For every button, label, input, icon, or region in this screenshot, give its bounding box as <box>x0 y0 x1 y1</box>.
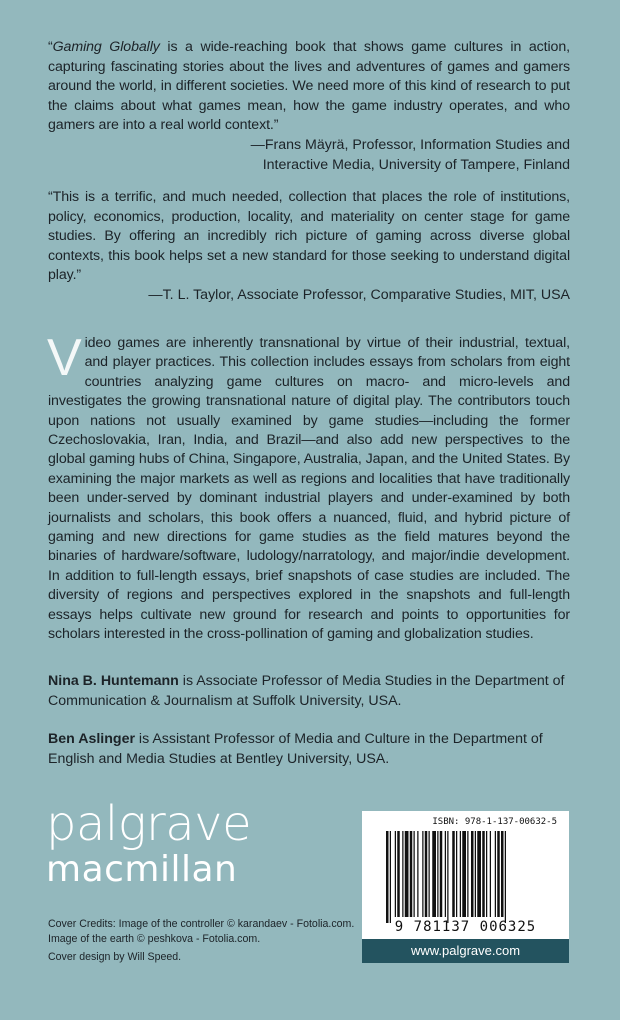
barcode-bar <box>405 831 409 917</box>
logo-palgrave: palgrave <box>46 796 252 852</box>
praise-quote-2 <box>48 188 570 306</box>
credit-line-3: Cover design by Will Speed. <box>48 951 182 964</box>
barcode-bar <box>452 831 455 917</box>
barcode-bar <box>471 831 474 917</box>
barcode-bar <box>497 831 500 917</box>
editor-bio-text: is Associate Professor of Media Studies in the Department of Communication & Journalism at Suffolk University, USA. <box>48 673 565 709</box>
barcode-bar <box>425 831 428 917</box>
barcode-bar <box>482 831 485 917</box>
barcode-bar <box>501 831 504 917</box>
barcode-number: 9 781137 006325 <box>394 919 537 935</box>
barcode-bar <box>386 831 389 923</box>
barcode-bar <box>397 831 400 917</box>
barcode-bar <box>456 831 457 917</box>
credit-line-2: Image of the earth © peshkova - Fotolia.com. <box>48 932 261 945</box>
editor-bio-2 <box>48 730 570 769</box>
description-text: Video games are inherently transnational by virtue of their industrial, textual, and player practices. This collection includes essays from scholars from eight countries analyzing game cultures on macro- and micro-levels and investigates the growing transnational nature of digital play. The contributors touch upon nations not usually examined by game studies—including the former Czechoslovakia, Iran, India, and Brazil—and also add new perspectives to the global gaming hubs of China, Singapore, Australia, Japan, and the United States. By examining the major markets as well as regions and localities that have traditionally been under-served by dominant industrial players and under-examined by both journalists and scholars, this book offers a nuanced, fluid, and hybrid picture of gaming and new directions for game studies as the field matures beyond the binaries of hardware/software, ludology/narratology, and major/indie development. In addition to full-length essays, brief snapshots of case studies are included. The diversity of regions and perspectives explored in the snapshots and full-length essays helps cultivate new ground for research and points to opportunities for scholars interested in the cross-pollination of gaming and globalization studies. <box>47 329 570 643</box>
quote-1-attribution-line-2: Interactive Media, University of Tampere, Finland <box>262 156 570 173</box>
drop-cap: V <box>47 329 82 387</box>
publisher-url[interactable]: www.palgrave.com <box>362 939 569 963</box>
barcode-bar <box>460 831 461 917</box>
barcode-bar <box>477 831 481 917</box>
editor-name: Ben Aslinger <box>48 731 135 747</box>
barcode-bar <box>422 831 423 917</box>
book-description <box>47 329 570 645</box>
barcode-panel <box>362 811 569 963</box>
quote-1-attribution-line-1: —Frans Mäyrä, Professor, Information Studies and <box>250 136 570 153</box>
barcode-bar <box>475 831 476 917</box>
logo-macmillan: macmillan <box>46 849 238 890</box>
barcode-bar <box>495 831 496 917</box>
quote-2-attribution: —T. L. Taylor, Associate Professor, Comparative Studies, MIT, USA <box>148 286 570 303</box>
barcode-bar <box>410 831 413 917</box>
barcode-bar <box>437 831 438 917</box>
barcode-bar <box>417 831 418 917</box>
quote-1-text: “Gaming Globally is a wide-reaching book that shows game cultures in action, capturing fascinating stories about the lives and adventures of games and gamers around the world, in different societies. We need more of this kind of research to put the claims about what games mean, how the game industry operates, and who gamers are into a real world context.” <box>48 39 570 134</box>
cover-credits <box>48 917 354 965</box>
quote-2-text: “This is a terrific, and much needed, collection that places the role of institutions, policy, economics, production, locality, and materiality on center stage for game studies. By offering an incredibly rich picture of gaming across diverse global contexts, this book helps set a new standard for those seeking to understand digital play.” <box>48 189 570 284</box>
barcode-bar <box>490 831 491 917</box>
barcode-bar <box>440 831 443 917</box>
publisher-logo <box>46 798 251 890</box>
editor-bio-1 <box>48 672 570 711</box>
barcode-bar <box>486 831 487 917</box>
barcode-bar <box>429 831 430 917</box>
barcode-bar <box>445 831 446 917</box>
barcode-bar <box>432 831 436 917</box>
barcode-bar <box>505 831 506 923</box>
editor-bio-text: is Assistant Professor of Media and Culture in the Department of English and Media Studies at Bentley University, USA. <box>48 731 543 767</box>
barcode-bar <box>462 831 466 917</box>
barcode-bar <box>447 831 448 923</box>
barcode-bar <box>467 831 468 917</box>
barcode-bar <box>395 831 396 917</box>
barcode-bar <box>402 831 403 917</box>
barcode-icon <box>386 831 546 923</box>
isbn-label: ISBN: 978-1-137-00632-5 <box>432 817 557 827</box>
book-title-italic: Gaming Globally <box>52 39 160 55</box>
barcode-bar <box>414 831 415 917</box>
praise-quote-1 <box>48 38 570 175</box>
barcode-bar <box>390 831 391 923</box>
credit-line-1: Cover Credits: Image of the controller © karandaev - Fotolia.com. <box>48 918 355 930</box>
editor-name: Nina B. Huntemann <box>48 673 179 689</box>
